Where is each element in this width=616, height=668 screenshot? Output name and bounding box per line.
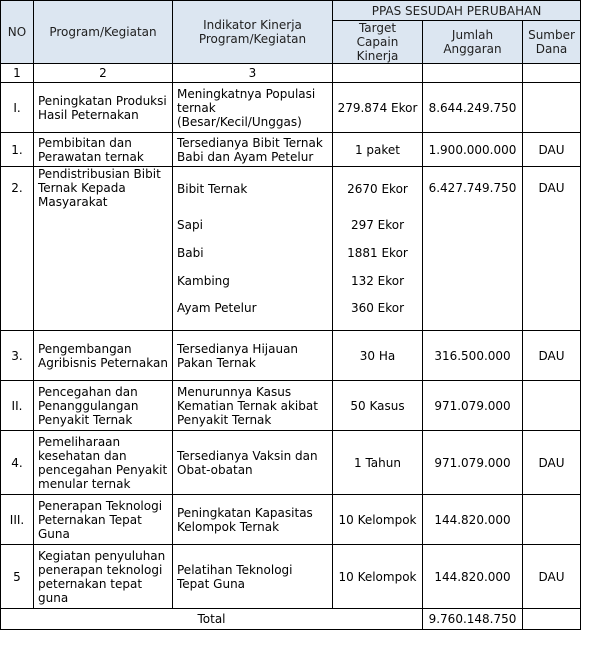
row-no: 5 bbox=[1, 545, 34, 609]
detail-label: Ayam Petelur bbox=[173, 295, 333, 331]
row-program: Kegiatan penyuluhan penerapan teknologi peternakan tepat guna bbox=[34, 545, 173, 609]
detail-target: 1881 Ekor bbox=[333, 239, 423, 267]
row-program: Pencegahan dan Penanggulangan Penyakit Ternak bbox=[34, 381, 173, 431]
row-indikator: Tersedianya Bibit Ternak Babi dan Ayam Petelur bbox=[173, 133, 333, 167]
total-label: Total bbox=[1, 609, 423, 630]
header-target: Target Capain Kinerja bbox=[333, 21, 423, 64]
row-no: III. bbox=[1, 495, 34, 545]
table-row bbox=[1, 331, 581, 381]
table-row bbox=[1, 495, 581, 545]
row-sumber bbox=[523, 495, 581, 545]
row-no: 4. bbox=[1, 431, 34, 495]
column-number: 2 bbox=[34, 64, 173, 83]
header-program: Program/Kegiatan bbox=[34, 1, 173, 64]
row-indikator: Tersedianya Vaksin dan Obat-obatan bbox=[173, 431, 333, 495]
row-sumber: DAU bbox=[523, 545, 581, 609]
row-sumber: DAU bbox=[523, 331, 581, 381]
row-sumber: DAU bbox=[523, 133, 581, 167]
row-indikator: Tersedianya Hijauan Pakan Ternak bbox=[173, 331, 333, 381]
row-no: II. bbox=[1, 381, 34, 431]
row-indikator: Bibit Ternak bbox=[173, 167, 333, 211]
row-program: Peningkatan Produksi Hasil Peternakan bbox=[34, 83, 173, 133]
row-anggaran: 144.820.000 bbox=[423, 495, 523, 545]
detail-target: 132 Ekor bbox=[333, 267, 423, 295]
row-indikator: Meningkatnya Populasi ternak (Besar/Kecil/Unggas) bbox=[173, 83, 333, 133]
detail-target: 360 Ekor bbox=[333, 295, 423, 331]
row-no: 3. bbox=[1, 331, 34, 381]
row-target: 2670 Ekor bbox=[333, 167, 423, 211]
column-number: 1 bbox=[1, 64, 34, 83]
table-row bbox=[1, 83, 581, 133]
row-anggaran: 144.820.000 bbox=[423, 545, 523, 609]
row-anggaran: 971.079.000 bbox=[423, 381, 523, 431]
detail-label: Babi bbox=[173, 239, 333, 267]
table-row bbox=[1, 167, 581, 211]
row-sumber: DAU bbox=[523, 431, 581, 495]
row-no: 2. bbox=[1, 167, 34, 331]
row-sumber bbox=[523, 83, 581, 133]
header-no: NO bbox=[1, 1, 34, 64]
table-row bbox=[1, 545, 581, 609]
row-indikator: Pelatihan Teknologi Tepat Guna bbox=[173, 545, 333, 609]
detail-label: Sapi bbox=[173, 211, 333, 239]
row-anggaran: 8.644.249.750 bbox=[423, 83, 523, 133]
row-target: 1 Tahun bbox=[333, 431, 423, 495]
header-anggaran: Jumlah Anggaran bbox=[423, 21, 523, 64]
row-anggaran: 1.900.000.000 bbox=[423, 133, 523, 167]
row-no: 1. bbox=[1, 133, 34, 167]
row-sumber: DAU bbox=[523, 167, 581, 331]
row-no: I. bbox=[1, 83, 34, 133]
row-target: 1 paket bbox=[333, 133, 423, 167]
row-program: Pemeliharaan kesehatan dan pencegahan Penyakit menular ternak bbox=[34, 431, 173, 495]
detail-label: Kambing bbox=[173, 267, 333, 295]
row-target: 50 Kasus bbox=[333, 381, 423, 431]
row-target: 10 Kelompok bbox=[333, 495, 423, 545]
table-row bbox=[1, 381, 581, 431]
header-indikator: Indikator Kinerja Program/Kegiatan bbox=[173, 1, 333, 64]
row-target: 30 Ha bbox=[333, 331, 423, 381]
detail-target: 297 Ekor bbox=[333, 211, 423, 239]
column-number: 3 bbox=[173, 64, 333, 83]
header-sumber: Sumber Dana bbox=[523, 21, 581, 64]
row-program: Penerapan Teknologi Peternakan Tepat Guna bbox=[34, 495, 173, 545]
row-target: 279.874 Ekor bbox=[333, 83, 423, 133]
row-anggaran: 6.427.749.750 bbox=[423, 167, 523, 331]
total-anggaran: 9.760.148.750 bbox=[423, 609, 523, 630]
row-program: Pengembangan Agribisnis Peternakan bbox=[34, 331, 173, 381]
column-number-row bbox=[1, 64, 581, 83]
row-anggaran: 971.079.000 bbox=[423, 431, 523, 495]
row-sumber bbox=[523, 381, 581, 431]
total-row bbox=[1, 609, 581, 630]
row-target: 10 Kelompok bbox=[333, 545, 423, 609]
row-program: Pembibitan dan Perawatan ternak bbox=[34, 133, 173, 167]
table-row bbox=[1, 133, 581, 167]
row-anggaran: 316.500.000 bbox=[423, 331, 523, 381]
header-ppas-group: PPAS SESUDAH PERUBAHAN bbox=[333, 1, 581, 21]
row-program: Pendistribusian Bibit Ternak Kepada Masyarakat bbox=[34, 167, 173, 331]
table-row bbox=[1, 431, 581, 495]
row-indikator: Peningkatan Kapasitas Kelompok Ternak bbox=[173, 495, 333, 545]
row-indikator: Menurunnya Kasus Kematian Ternak akibat Penyakit Ternak bbox=[173, 381, 333, 431]
